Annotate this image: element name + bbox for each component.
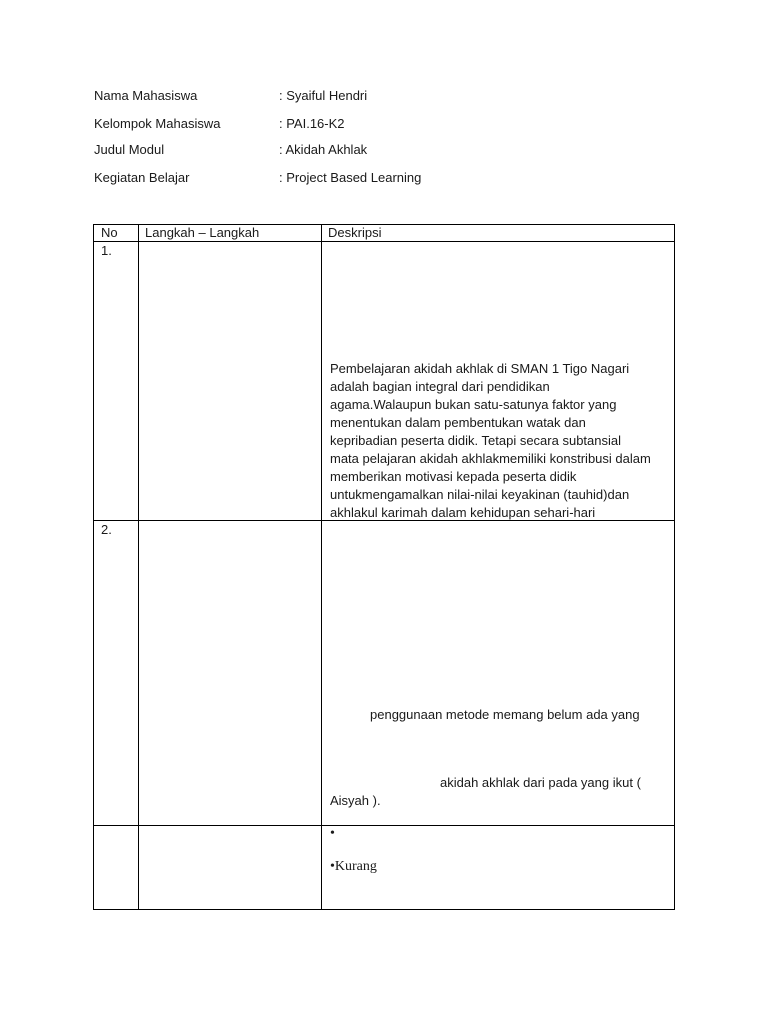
row-divider xyxy=(94,241,674,242)
info-label: Kegiatan Belajar xyxy=(94,170,190,185)
description-line: adalah bagian integral dari pendidikan xyxy=(330,379,550,394)
info-value: : Akidah Akhlak xyxy=(279,142,368,157)
info-value: : Project Based Learning xyxy=(279,170,422,185)
info-label: Nama Mahasiswa xyxy=(94,88,198,103)
description-line: Aisyah ). xyxy=(330,793,381,808)
info-label: Kelompok Mahasiswa xyxy=(94,116,221,131)
header-deskripsi: Deskripsi xyxy=(328,225,382,240)
bullet-item: •Kurang xyxy=(330,859,377,874)
description-line: mata pelajaran akidah akhlakmemiliki konstribusi dalam xyxy=(330,451,651,466)
header-langkah: Langkah – Langkah xyxy=(145,225,260,240)
column-divider xyxy=(321,225,322,909)
description-line: menentukan dalam pembentukan watak dan xyxy=(330,415,586,430)
description-line: penggunaan metode memang belum ada yang xyxy=(370,707,640,722)
row-number: 1. xyxy=(101,243,112,258)
row-number: 2. xyxy=(101,522,112,537)
info-value: : PAI.16-K2 xyxy=(279,116,345,131)
description-line: akhlakul karimah dalam kehidupan sehari-hari xyxy=(330,505,596,520)
column-divider xyxy=(138,225,139,909)
bullet-item: • xyxy=(330,826,335,841)
header-no: No xyxy=(101,225,118,240)
description-line: untukmengamalkan nilai-nilai keyakinan (tauhid)dan xyxy=(330,487,630,502)
description-line: memberikan motivasi kepada peserta didik xyxy=(330,469,577,484)
info-label: Judul Modul xyxy=(94,142,165,157)
info-value: : Syaiful Hendri xyxy=(279,88,368,103)
steps-table xyxy=(93,224,675,910)
description-line: akidah akhlak dari pada yang ikut ( xyxy=(440,775,641,790)
description-line: Pembelajaran akidah akhlak di SMAN 1 Tigo Nagari xyxy=(330,361,630,376)
row-divider xyxy=(94,825,674,826)
description-line: kepribadian peserta didik. Tetapi secara subtansial xyxy=(330,433,621,448)
description-line: agama.Walaupun bukan satu-satunya faktor yang xyxy=(330,397,617,412)
